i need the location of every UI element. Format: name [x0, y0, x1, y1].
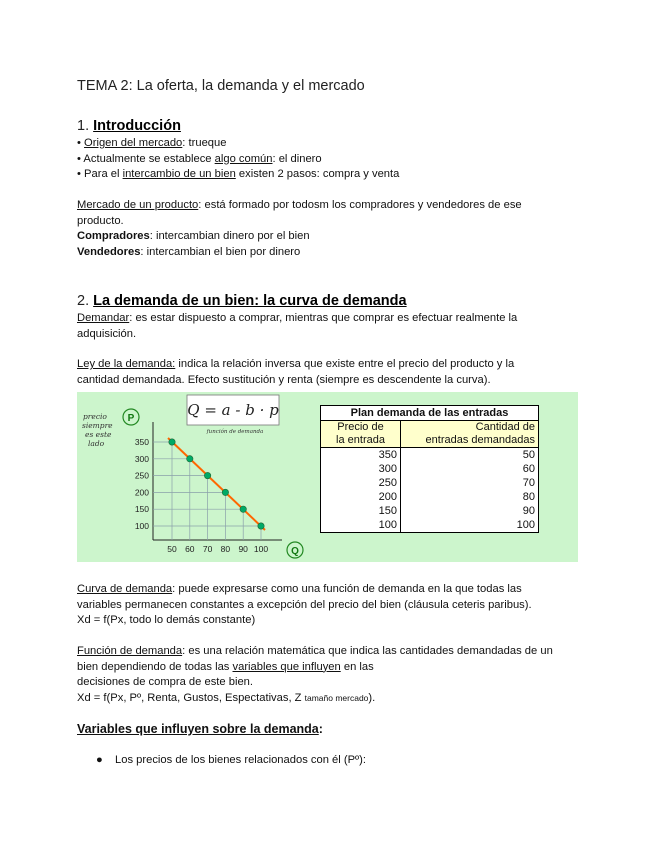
price-cell: 150	[321, 504, 401, 518]
list-item: • Origen del mercado: trueque	[77, 137, 227, 149]
variables-heading: Variables que influyen sobre la demanda:	[77, 722, 323, 736]
x-tick-label: 90	[238, 544, 248, 554]
demand-curve	[168, 438, 265, 530]
svg-text:precio: precio	[83, 412, 107, 421]
list-item: • Para el intercambio de un bien existen 2 pasos: compra y venta	[77, 168, 400, 180]
x-tick-label: 80	[220, 544, 231, 554]
svg-text:es este: es este	[85, 430, 112, 439]
demand-schedule-table	[320, 405, 539, 533]
section-2-heading	[77, 293, 407, 309]
section-2-number: 2.	[77, 293, 90, 309]
y-tick-label: 150	[134, 504, 149, 515]
x-tick-label: 50	[167, 544, 177, 554]
data-point	[240, 506, 246, 512]
demand-figure	[77, 392, 578, 562]
section-1-heading	[77, 118, 181, 134]
quantity-cell: 70	[401, 476, 539, 490]
table-caption: Plan demanda de las entradas	[321, 406, 539, 421]
section-1-number: 1.	[77, 118, 90, 134]
x-tick-label: 70	[202, 544, 213, 554]
y-tick-label: 350	[134, 437, 149, 447]
document-title: TEMA 2: La oferta, la demanda y el mercado	[77, 78, 365, 94]
y-tick-label: 300	[134, 453, 149, 464]
variables-link[interactable]: variables que influyen	[232, 660, 341, 673]
table-row	[321, 448, 539, 463]
quantity-cell: 80	[401, 490, 539, 504]
formula-text: Q = a - b · p	[187, 401, 279, 419]
y-tick-label: 250	[134, 470, 149, 481]
section-2-title: La demanda de un bien: la curva de demanda	[93, 293, 407, 309]
data-point	[187, 456, 193, 462]
data-point	[222, 489, 228, 495]
x-tick-label: 100	[253, 544, 269, 554]
mercado-paragraph: Mercado de un producto: está formado por todosm los compradores y vendedores de ese producto. Compradores: intercambian dinero por el bien Vendedores: intercambian el bien por dinero	[77, 199, 522, 258]
hand-note	[82, 412, 113, 448]
section-1-bullets	[77, 136, 399, 183]
price-cell: 350	[321, 448, 401, 463]
x-tick-label: 60	[185, 544, 195, 554]
col-price-header: Precio de la entrada	[321, 421, 401, 448]
quantity-cell: 50	[401, 448, 539, 463]
table-row	[321, 504, 539, 518]
table-row	[321, 476, 539, 490]
table-row	[321, 462, 539, 476]
price-cell: 200	[321, 490, 401, 504]
demandar-paragraph: Demandar: es estar dispuesto a comprar, mientras que comprar es efectuar realmente la adquisición.	[77, 312, 518, 340]
price-cell: 100	[321, 518, 401, 533]
data-point	[169, 439, 175, 445]
ley-demanda-paragraph: Ley de la demanda: indica la relación inversa que existe entre el precio del producto y la cantidad demandada. Efecto sustitución y renta (siempre es descendente la curva).	[77, 358, 515, 386]
table-row	[321, 490, 539, 504]
variables-list	[96, 753, 366, 769]
data-point	[204, 472, 210, 478]
section-1-title: Introducción	[93, 118, 181, 134]
y-tick-label: 200	[134, 487, 149, 498]
svg-text:lado: lado	[88, 439, 105, 448]
p-axis-label: P	[127, 413, 135, 424]
quantity-cell: 60	[401, 462, 539, 476]
funcion-paragraph: Función de demanda: es una relación matemática que indica las cantidades demandadas de un bien dependiendo de todas las variables que influyen en las decisiones de compra de este bien. Xd = f(Px, Pº, Renta, Gustos, Espectativas, Z tamaño mercado).	[77, 645, 553, 704]
y-tick-label: 100	[134, 521, 149, 531]
price-cell: 300	[321, 462, 401, 476]
q-axis-label: Q	[291, 546, 299, 557]
svg-text:siempre: siempre	[82, 421, 113, 430]
list-item: • Actualmente se establece algo común: el dinero	[77, 152, 322, 165]
quantity-cell: 90	[401, 504, 539, 518]
list-item: ● Los precios de los bienes relacionados con él (Pº):	[96, 754, 366, 766]
table-row	[321, 518, 539, 533]
quantity-cell: 100	[401, 518, 539, 533]
col-quantity-header: Cantidad de entradas demandadas	[401, 421, 539, 448]
data-point	[258, 523, 264, 529]
formula-note: función de demanda	[206, 429, 264, 435]
curva-paragraph: Curva de demanda: puede expresarse como una función de demanda en la que todas las variables permanecen constantes a excepción del precio del bien (cláusula ceteris paribus). Xd = f(Px, todo lo demás constante)	[77, 583, 532, 626]
price-cell: 250	[321, 476, 401, 490]
